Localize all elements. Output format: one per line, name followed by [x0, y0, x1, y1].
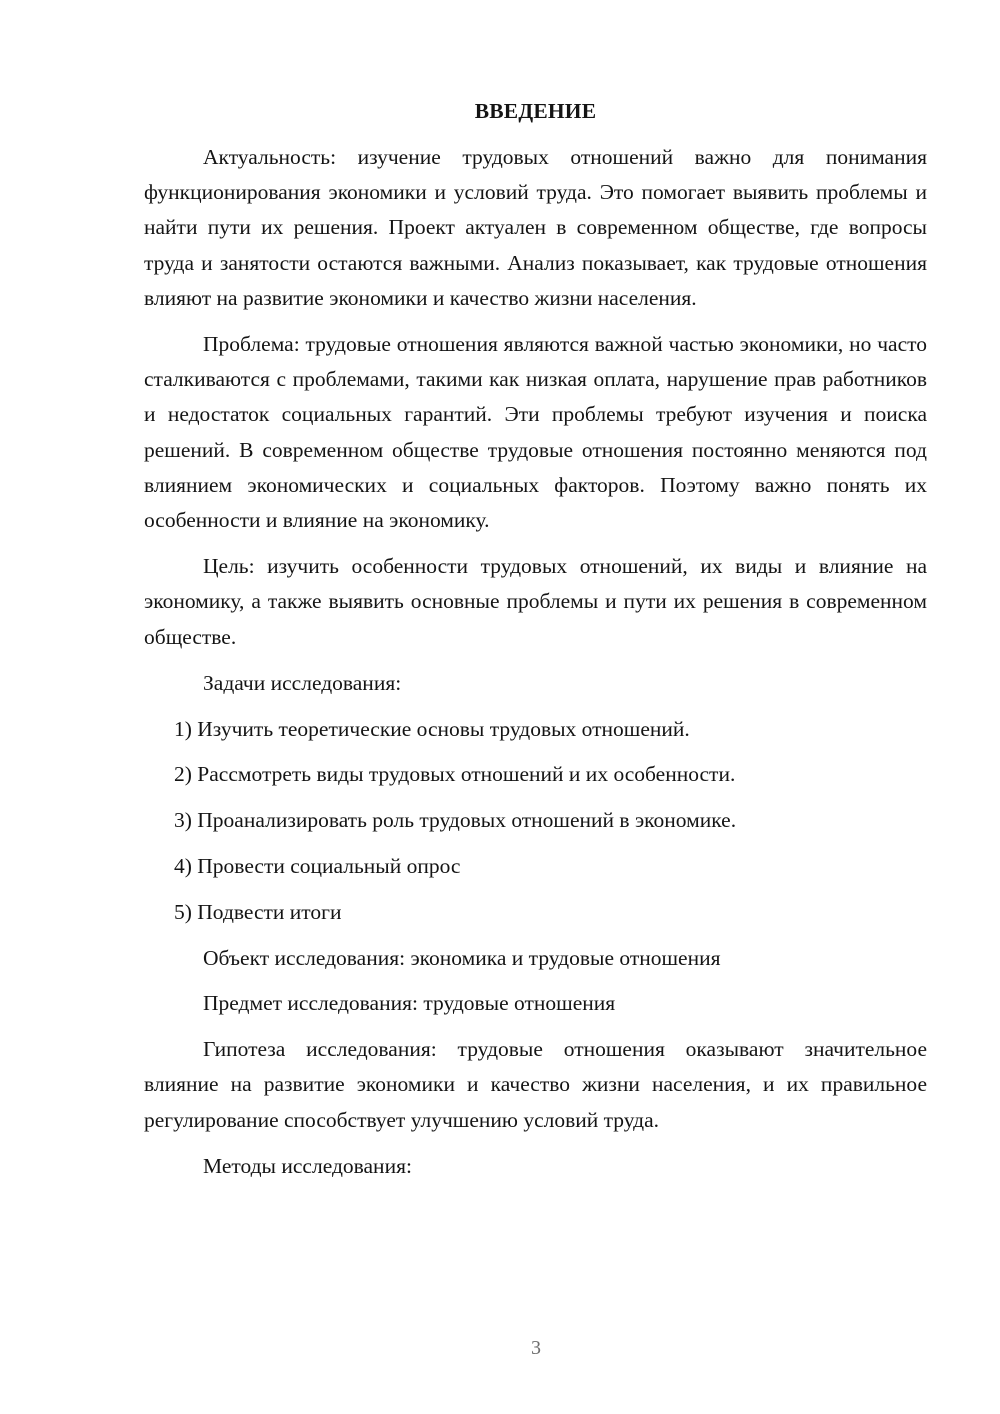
task-item-1: 1) Изучить теоретические основы трудовых отношений. — [174, 716, 690, 741]
research-object: Объект исследования: экономика и трудовые отношения — [203, 945, 721, 970]
relevance-paragraph: Актуальность: изучение трудовых отношений важно для понимания функционирования экономики и условий труда. Это помогает выявить проблемы и найти пути их решения. Проект актуален в современном обществе, где вопросы труда и занятости остаются важными. Анализ показывает, как трудовые отношения влияют на развитие экономики и качество жизни населения. — [144, 145, 927, 310]
task-item-2: 2) Рассмотреть виды трудовых отношений и их особенности. — [174, 762, 736, 787]
page-content — [144, 94, 927, 1195]
goal-paragraph: Цель: изучить особенности трудовых отношений, их виды и влияние на экономику, а также выявить основные проблемы и пути их решения в современном обществе. — [144, 554, 927, 649]
task-item-5: 5) Подвести итоги — [174, 899, 342, 924]
task-item-3: 3) Проанализировать роль трудовых отношений в экономике. — [174, 808, 737, 833]
research-subject: Предмет исследования: трудовые отношения — [203, 991, 616, 1016]
section-title: ВВЕДЕНИЕ — [474, 99, 597, 123]
task-item-4: 4) Провести социальный опрос — [174, 854, 461, 879]
tasks-heading: Задачи исследования: — [203, 670, 402, 695]
page-number: 3 — [531, 1337, 541, 1359]
problem-paragraph: Проблема: трудовые отношения являются важной частью экономики, но часто сталкиваются с проблемами, такими как низкая оплата, нарушение прав работников и недостаток социальных гарантий. Эти проблемы требуют изучения и поиска решений. В современном обществе трудовые отношения постоянно меняются под влиянием экономических и социальных факторов. Поэтому важно понять их особенности и влияние на экономику. — [144, 332, 927, 533]
hypothesis-paragraph: Гипотеза исследования: трудовые отношения оказывают значительное влияние на развитие экономики и качество жизни населения, и их правильное регулирование способствует улучшению условий труда. — [144, 1037, 927, 1132]
methods-heading: Методы исследования: — [203, 1153, 412, 1178]
